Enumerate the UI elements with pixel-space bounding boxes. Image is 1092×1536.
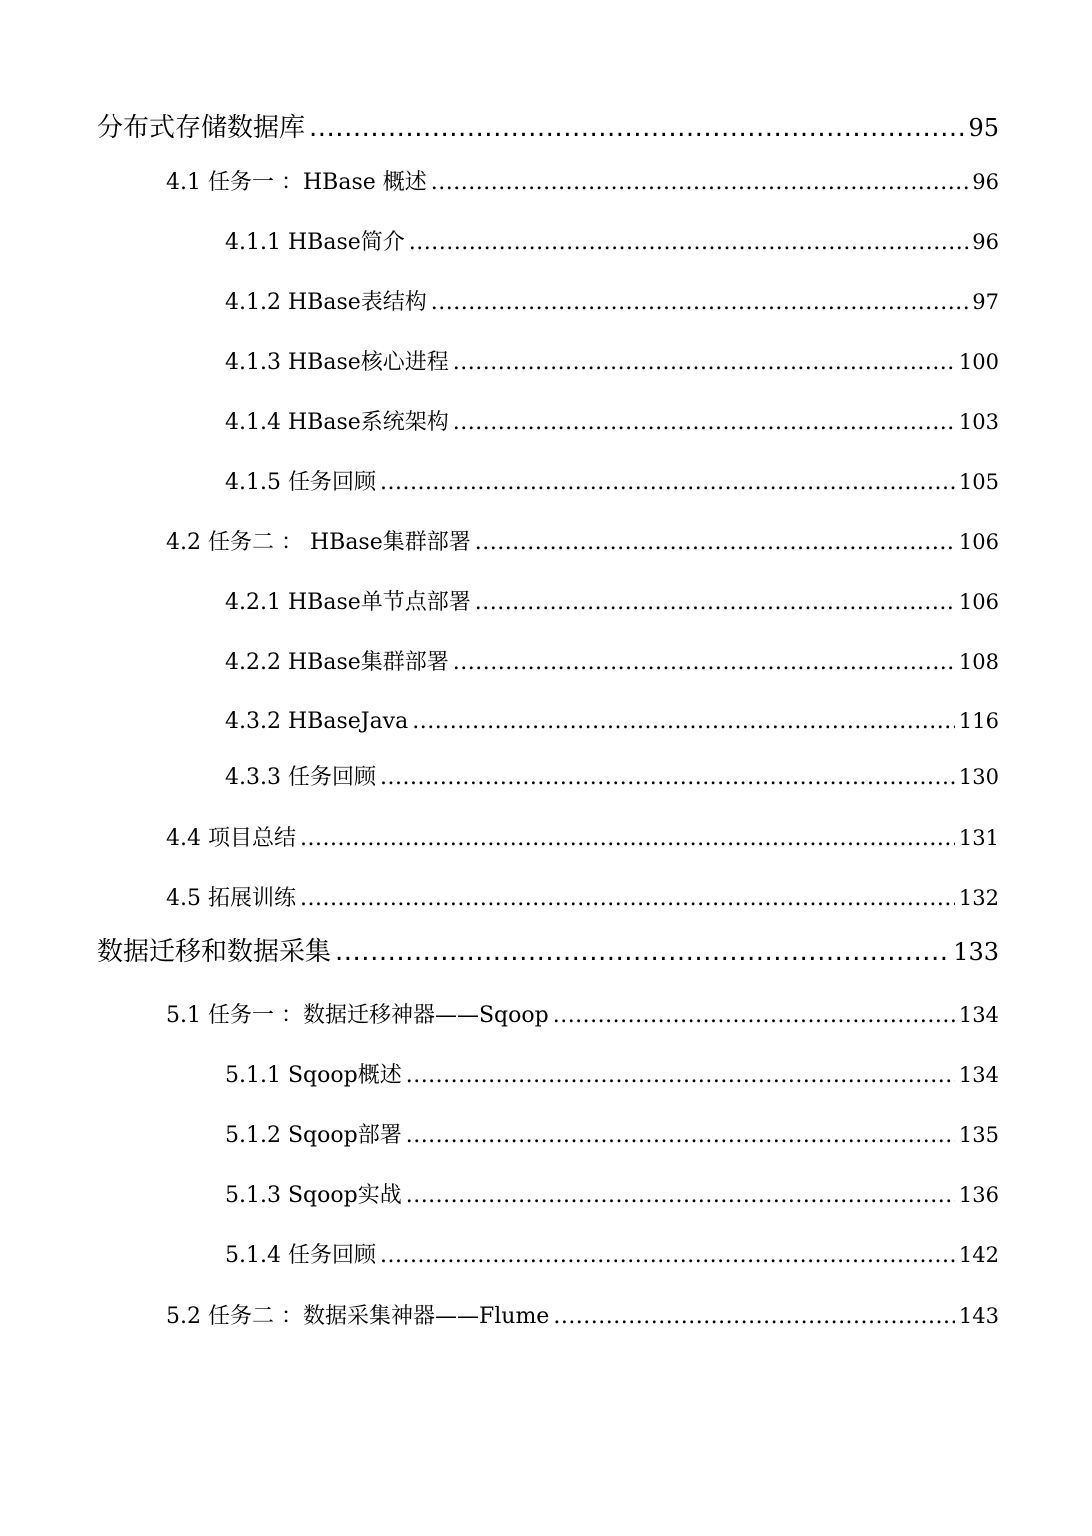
toc-entry-title: 4.3.3 任务回顾: [225, 765, 376, 790]
toc-subsection-5-1-4[interactable]: [225, 1245, 999, 1267]
toc-entry-title: 4.1.1 HBase简介: [225, 230, 405, 255]
toc-entry-page: 106: [958, 530, 999, 554]
dot-leader: [431, 172, 969, 194]
toc-entry-title: 4.1 任务一 ：HBase 概述: [166, 170, 427, 195]
dot-leader: [406, 1125, 955, 1147]
toc-entry-title: 数据迁移和数据采集: [97, 937, 332, 967]
toc-entry-page: 143: [958, 1304, 999, 1328]
dot-leader: [380, 767, 955, 789]
toc-entry-title: 5.1.2 Sqoop部署: [225, 1123, 402, 1148]
dot-leader: [300, 828, 955, 850]
toc-entry-title: 5.1.3 Sqoop实战: [225, 1183, 402, 1208]
toc-entry-title: 4.5 拓展训练: [166, 886, 296, 911]
toc-entry-title: 4.1.2 HBase表结构: [225, 290, 427, 315]
toc-entry-title: 4.1.4 HBase系统架构: [225, 410, 449, 435]
toc-entry-title: 4.3.2 HBaseJava: [225, 709, 409, 734]
toc-subsection-5-1-1[interactable]: [225, 1065, 999, 1087]
dot-leader: [431, 292, 969, 314]
toc-subsection-4-1-4[interactable]: [225, 412, 999, 434]
toc-entry-page: 108: [958, 650, 999, 674]
toc-entry-title: 5.1 任务一 ：数据迁移神器——Sqoop: [166, 1003, 549, 1028]
toc-entry-page: 133: [953, 938, 999, 966]
toc-entry-page: 106: [958, 590, 999, 614]
dot-leader: [300, 888, 955, 910]
toc-entry-page: 132: [958, 886, 999, 910]
toc-section-4-2[interactable]: [166, 532, 999, 554]
toc-entry-page: 130: [958, 765, 999, 789]
dot-leader: [335, 939, 949, 965]
toc-entry-page: 97: [972, 290, 999, 314]
toc-entry-page: 142: [958, 1243, 999, 1267]
toc-entry-page: 96: [972, 230, 999, 254]
toc-section-4-1[interactable]: [166, 172, 999, 194]
toc-entry-page: 136: [958, 1183, 999, 1207]
toc-subsection-4-1-2[interactable]: [225, 292, 999, 314]
toc-entry-page: 105: [958, 470, 999, 494]
toc-entry-page: 134: [958, 1003, 999, 1027]
toc-subsection-4-2-2[interactable]: [225, 652, 999, 674]
dot-leader: [406, 1065, 955, 1087]
dot-leader: [409, 232, 969, 254]
dot-leader: [475, 532, 955, 554]
dot-leader: [406, 1185, 955, 1207]
toc-entry-page: 131: [958, 826, 999, 850]
toc-entry-title: 4.1.5 任务回顾: [225, 470, 376, 495]
toc-subsection-5-1-2[interactable]: [225, 1125, 999, 1147]
toc-subsection-4-3-3[interactable]: [225, 767, 999, 789]
toc-entry-page: 95: [968, 114, 999, 142]
dot-leader: [453, 352, 955, 374]
toc-entry-title: 4.4 项目总结: [166, 826, 296, 851]
toc-entry-page: 135: [958, 1123, 999, 1147]
toc-subsection-4-1-5[interactable]: [225, 472, 999, 494]
toc-entry-page: 96: [972, 170, 999, 194]
dot-leader: [453, 412, 955, 434]
toc-entry-title: 5.2 任务二 ：数据采集神器——Flume: [166, 1304, 550, 1329]
toc-section-4-5[interactable]: [166, 888, 999, 910]
toc-entry-title: 分布式存储数据库: [97, 113, 306, 143]
dot-leader: [412, 711, 955, 733]
toc-subsection-5-1-3[interactable]: [225, 1185, 999, 1207]
toc-subsection-4-1-3[interactable]: [225, 352, 999, 374]
toc-entry-title: 5.1.1 Sqoop概述: [225, 1063, 402, 1088]
dot-leader: [453, 652, 955, 674]
toc-chapter-hbase[interactable]: [97, 115, 999, 141]
toc-section-5-2[interactable]: [166, 1306, 999, 1328]
toc-entry-title: 4.2.2 HBase集群部署: [225, 650, 449, 675]
toc-section-5-1[interactable]: [166, 1005, 999, 1027]
toc-entry-title: 4.2 任务二 ： HBase集群部署: [166, 530, 471, 555]
toc-chapter-data-migration[interactable]: [97, 939, 999, 965]
dot-leader: [475, 592, 955, 614]
toc-subsection-4-1-1[interactable]: [225, 232, 999, 254]
toc-entry-title: 4.1.3 HBase核心进程: [225, 350, 449, 375]
dot-leader: [309, 115, 964, 141]
dot-leader: [553, 1005, 955, 1027]
toc-entry-page: 134: [958, 1063, 999, 1087]
dot-leader: [380, 1245, 955, 1267]
toc-subsection-4-3-2[interactable]: [225, 711, 999, 733]
toc-entry-page: 100: [958, 350, 999, 374]
toc-entry-title: 5.1.4 任务回顾: [225, 1243, 376, 1268]
dot-leader: [380, 472, 955, 494]
toc-entry-page: 116: [958, 709, 999, 733]
toc-entry-title: 4.2.1 HBase单节点部署: [225, 590, 471, 615]
dot-leader: [553, 1306, 955, 1328]
toc-entry-page: 103: [958, 410, 999, 434]
toc-subsection-4-2-1[interactable]: [225, 592, 999, 614]
toc-section-4-4[interactable]: [166, 828, 999, 850]
